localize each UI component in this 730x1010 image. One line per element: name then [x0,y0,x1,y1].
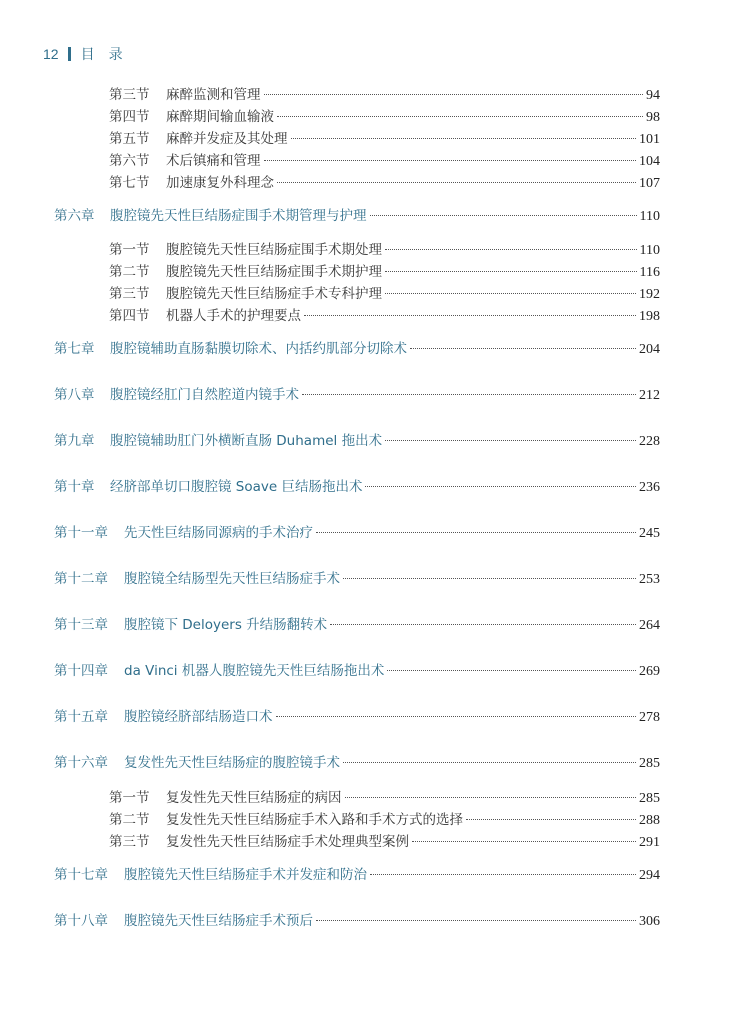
section-number: 第二节 [109,812,150,828]
toc-chapter[interactable] [54,475,660,496]
page-ref: 285 [639,756,660,771]
toc-chapter[interactable] [54,863,660,884]
toc-chapter[interactable] [54,337,660,358]
toc-section[interactable] [109,238,660,259]
leader-dots [302,394,636,395]
chapter-title: 经脐部单切口腹腔镜 Soave 巨结肠拖出术 [110,479,363,495]
section-number: 第三节 [109,834,150,850]
leader-dots [304,315,636,316]
leader-dots [343,578,636,579]
toc-chapter[interactable] [54,567,660,588]
section-title: 复发性先天性巨结肠症手术入路和手术方式的选择 [166,812,463,828]
header-divider [68,47,71,61]
section-number: 第七节 [109,175,150,191]
leader-dots [276,716,637,717]
leader-dots [264,94,644,95]
section-number: 第三节 [109,286,150,302]
page-ref: 288 [639,813,660,828]
section-title: 腹腔镜先天性巨结肠症手术专科护理 [166,286,382,302]
chapter-number: 第十二章 [54,571,108,587]
toc-chapter[interactable] [54,613,660,634]
page-ref: 306 [639,914,660,929]
page-ref: 94 [646,88,660,103]
section-number: 第二节 [109,264,150,280]
section-title: 复发性先天性巨结肠症的病因 [166,790,342,806]
page-ref: 236 [639,480,660,495]
chapter-title: 先天性巨结肠同源病的手术治疗 [124,525,313,541]
toc-section[interactable] [109,260,660,281]
page-ref: 212 [639,388,660,403]
toc-chapter[interactable] [54,659,660,680]
section-title: 麻醉期间输血输液 [166,109,274,125]
toc-section[interactable] [109,830,660,851]
toc-section[interactable] [109,808,660,829]
toc-section[interactable] [109,83,660,104]
page-ref: 110 [639,243,660,258]
section-title: 复发性先天性巨结肠症手术处理典型案例 [166,834,409,850]
leader-dots [370,215,637,216]
toc-section[interactable] [109,304,660,325]
section-number: 第一节 [109,242,150,258]
leader-dots [385,249,637,250]
section-number: 第六节 [109,153,150,169]
toc-section[interactable] [109,171,660,192]
page-header [43,44,137,64]
section-title: 腹腔镜先天性巨结肠症围手术期处理 [166,242,382,258]
toc-section[interactable] [109,127,660,148]
chapter-number: 第十七章 [54,867,108,883]
section-title: 机器人手术的护理要点 [166,308,301,324]
section-number: 第一节 [109,790,150,806]
page-ref: 291 [639,835,660,850]
page-ref: 107 [639,176,660,191]
leader-dots [264,160,637,161]
chapter-number: 第十四章 [54,663,108,679]
toc-chapter[interactable] [54,521,660,542]
leader-dots [387,670,636,671]
chapter-number: 第十章 [54,479,95,495]
chapter-number: 第八章 [54,387,95,403]
page-ref: 98 [646,110,660,125]
section-number: 第四节 [109,109,150,125]
leader-dots [385,271,637,272]
leader-dots [316,920,636,921]
page-ref: 228 [639,434,660,449]
chapter-title: da Vinci 机器人腹腔镜先天性巨结肠拖出术 [124,663,385,679]
section-number: 第五节 [109,131,150,147]
leader-dots [316,532,636,533]
chapter-title: 腹腔镜先天性巨结肠症手术并发症和防治 [124,867,367,883]
leader-dots [466,819,636,820]
chapter-title: 腹腔镜全结肠型先天性巨结肠症手术 [124,571,340,587]
toc-chapter[interactable] [54,751,660,772]
toc-section[interactable] [109,282,660,303]
leader-dots [385,293,636,294]
leader-dots [410,348,636,349]
toc-section[interactable] [109,149,660,170]
chapter-title: 腹腔镜辅助直肠黏膜切除术、内括约肌部分切除术 [110,341,407,357]
chapter-number: 第十五章 [54,709,108,725]
leader-dots [343,762,636,763]
leader-dots [330,624,636,625]
leader-dots [385,440,636,441]
leader-dots [365,486,636,487]
leader-dots [291,138,637,139]
leader-dots [345,797,637,798]
chapter-number: 第十八章 [54,913,108,929]
page-ref: 278 [639,710,660,725]
chapter-number: 第七章 [54,341,95,357]
section-title: 麻醉并发症及其处理 [166,131,288,147]
toc-section[interactable] [109,786,660,807]
section-number: 第四节 [109,308,150,324]
toc-section[interactable] [109,105,660,126]
leader-dots [412,841,636,842]
page-ref: 192 [639,287,660,302]
chapter-number: 第十一章 [54,525,108,541]
leader-dots [370,874,636,875]
section-title: 术后镇痛和管理 [166,153,261,169]
toc-chapter[interactable] [54,705,660,726]
chapter-number: 第九章 [54,433,95,449]
page-ref: 253 [639,572,660,587]
page-ref: 116 [639,265,660,280]
page-ref: 264 [639,618,660,633]
page-ref: 294 [639,868,660,883]
chapter-number: 第十三章 [54,617,108,633]
chapter-title: 复发性先天性巨结肠症的腹腔镜手术 [124,755,340,771]
chapter-title: 腹腔镜经脐部结肠造口术 [124,709,273,725]
page-number: 12 [43,46,59,62]
section-number: 第三节 [109,87,150,103]
toc-chapter[interactable] [54,204,660,225]
page-ref: 104 [639,154,660,169]
toc-chapter[interactable] [54,909,660,930]
toc-chapter[interactable] [54,429,660,450]
section-title: 加速康复外科理念 [166,175,274,191]
page-ref: 285 [639,791,660,806]
leader-dots [277,182,636,183]
page-ref: 101 [639,132,660,147]
chapter-title: 腹腔镜先天性巨结肠症围手术期管理与护理 [110,208,367,224]
leader-dots [277,116,643,117]
page-ref: 269 [639,664,660,679]
chapter-title: 腹腔镜先天性巨结肠症手术预后 [124,913,313,929]
chapter-number: 第十六章 [54,755,108,771]
section-title: 麻醉监测和管理 [166,87,261,103]
page-title: 目录 [80,47,137,63]
page-ref: 110 [639,209,660,224]
chapter-title: 腹腔镜下 Deloyers 升结肠翻转术 [124,617,328,633]
page-ref: 198 [639,309,660,324]
toc-chapter[interactable] [54,383,660,404]
chapter-number: 第六章 [54,208,95,224]
page-ref: 204 [639,342,660,357]
chapter-title: 腹腔镜辅助肛门外横断直肠 Duhamel 拖出术 [110,433,383,449]
chapter-title: 腹腔镜经肛门自然腔道内镜手术 [110,387,299,403]
page-ref: 245 [639,526,660,541]
section-title: 腹腔镜先天性巨结肠症围手术期护理 [166,264,382,280]
